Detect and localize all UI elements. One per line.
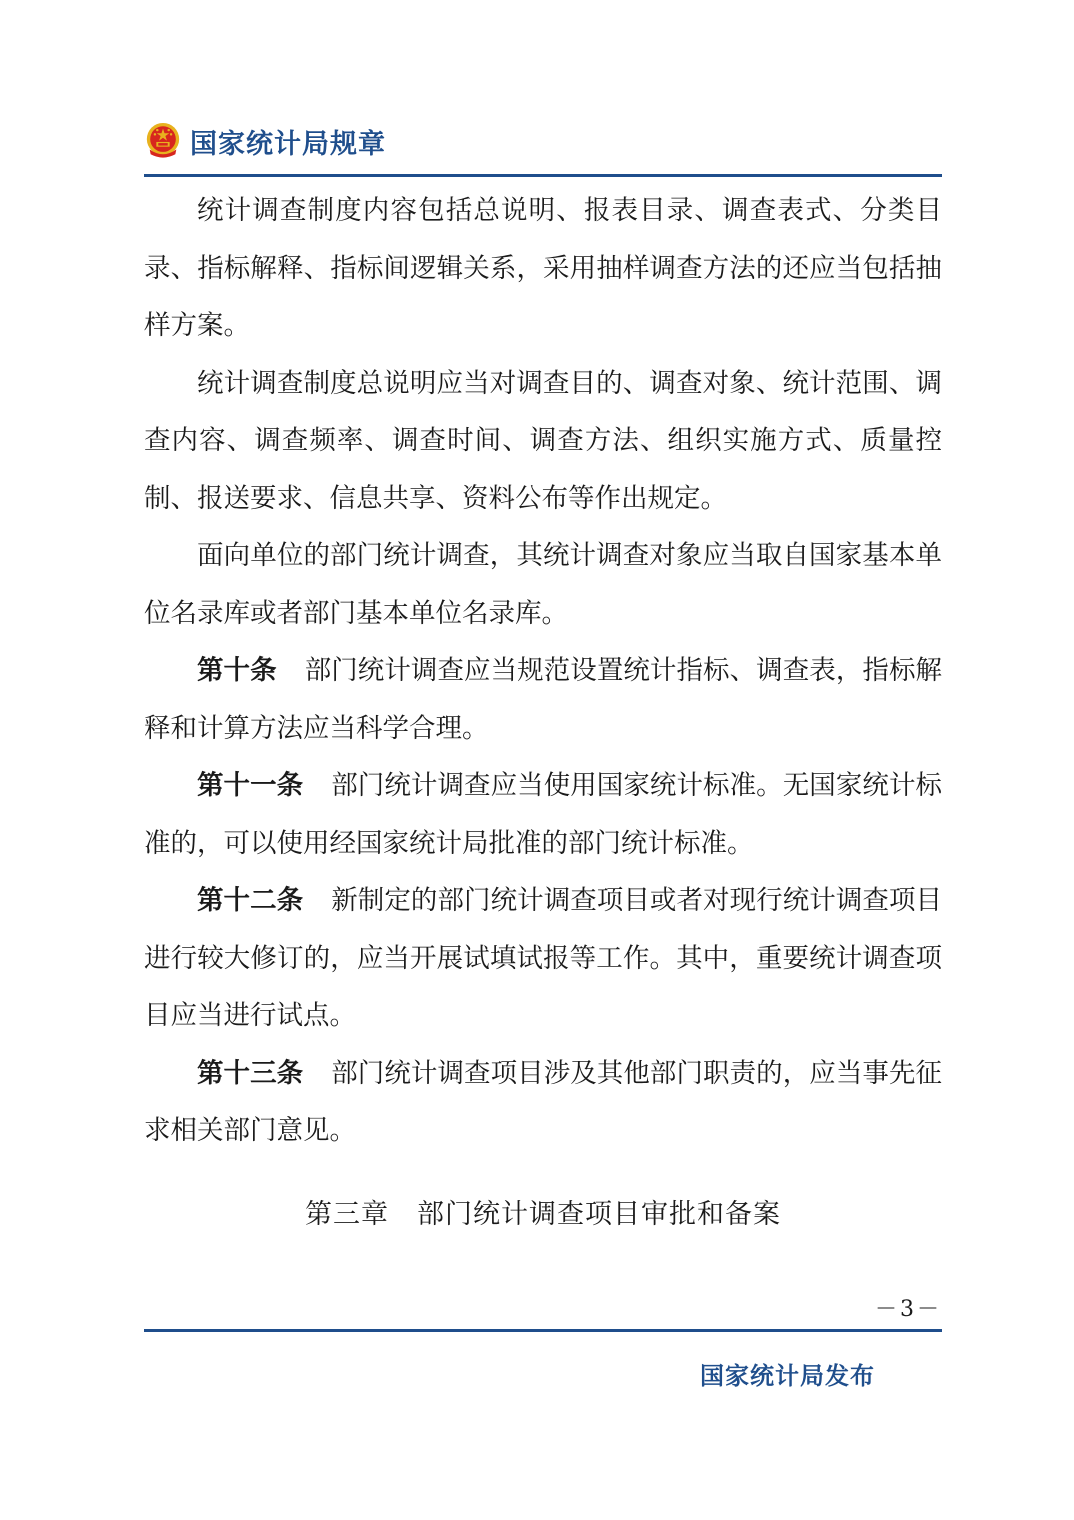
- article-13: [144, 1045, 942, 1160]
- footer-publisher: 国家统计局发布: [700, 1362, 875, 1390]
- paragraph-text: 统计调查制度总说明应当对调查目的、调查对象、统计范围、调查内容、调查频率、调查时间、调查方法、组织实施方式、质量控制、报送要求、信息共享、资料公布等作出规定。: [144, 367, 942, 514]
- paragraph: [144, 355, 942, 528]
- page-header: [144, 118, 942, 164]
- chapter-heading: [144, 1192, 942, 1231]
- article-text: 新制定的部门统计调查项目或者对现行统计调查项目进行较大修订的，应当开展试填试报等工作。其中，重要统计调查项目应当进行试点。: [144, 885, 943, 1031]
- article-text: 部门统计调查应当使用国家统计标准。无国家统计标准的，可以使用经国家统计局批准的部门统计标准。: [144, 770, 943, 859]
- article-text: 部门统计调查项目涉及其他部门职责的，应当事先征求相关部门意见。: [144, 1057, 943, 1146]
- article-11: [144, 757, 942, 872]
- article-label: 第十二条: [197, 885, 304, 916]
- paragraph: [144, 182, 942, 355]
- paragraph-text: 统计调查制度内容包括总说明、报表目录、调查表式、分类目录、指标解释、指标间逻辑关系，采用抽样调查方法的还应当包括抽样方案。: [144, 195, 942, 341]
- article-text: 部门统计调查应当规范设置统计指标、调查表，指标解释和计算方法应当科学合理。: [144, 655, 943, 744]
- footer-divider: [144, 1329, 942, 1332]
- chapter-title: 部门统计调查项目审批和备案: [417, 1199, 781, 1230]
- article-label: 第十一条: [197, 770, 304, 801]
- article-10: [144, 642, 942, 757]
- document-body: [144, 182, 942, 1160]
- paragraph-text: 面向单位的部门统计调查，其统计调查对象应当取自国家基本单位名录库或者部门基本单位名录库。: [144, 540, 942, 629]
- chapter-number: 第三章: [305, 1199, 389, 1230]
- article-label: 第十三条: [197, 1057, 304, 1089]
- page-number: －3－: [875, 1297, 942, 1322]
- header-title: 国家统计局规章: [190, 128, 386, 160]
- paragraph: [144, 527, 942, 642]
- article-label: 第十条: [197, 655, 277, 686]
- national-emblem-icon: [144, 121, 182, 161]
- article-12: [144, 872, 942, 1045]
- header-divider: [144, 174, 942, 177]
